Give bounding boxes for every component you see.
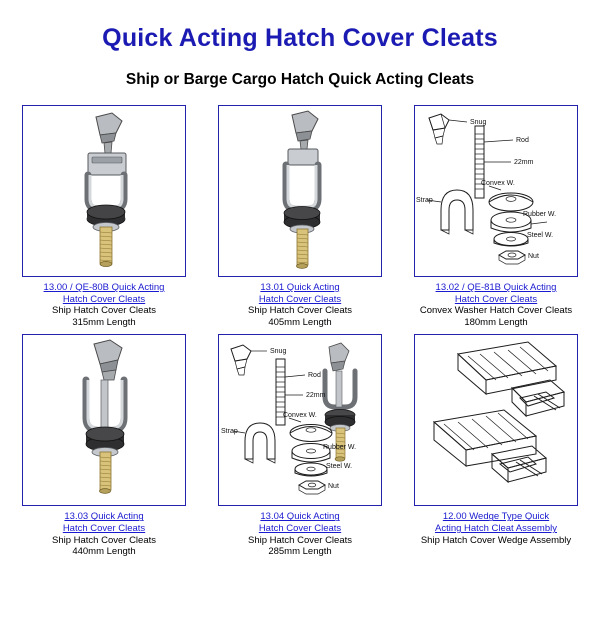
product-desc-2-line1: Ship Hatch Cover Cleats bbox=[247, 305, 353, 317]
product-card-3 bbox=[402, 105, 590, 328]
product-image-3[interactable] bbox=[414, 105, 578, 277]
product-desc-5-line2: 285mm Length bbox=[268, 546, 332, 558]
product-card-2 bbox=[206, 105, 394, 328]
svg-text:Rod: Rod bbox=[516, 137, 529, 144]
product-desc-5-line1: Ship Hatch Cover Cleats bbox=[247, 534, 353, 546]
product-image-5[interactable] bbox=[218, 334, 382, 506]
svg-text:Convex W.: Convex W. bbox=[481, 180, 515, 187]
svg-text:Steel W.: Steel W. bbox=[527, 232, 554, 239]
product-caption-6 bbox=[408, 511, 584, 546]
product-image-2[interactable] bbox=[218, 105, 382, 277]
product-card-4 bbox=[10, 334, 198, 557]
svg-text:Strap: Strap bbox=[221, 428, 238, 436]
svg-text:Rubber W.: Rubber W. bbox=[523, 211, 557, 218]
exploded-diagram-convex-washer-icon bbox=[415, 106, 577, 276]
cleat-vertical-bolt-icon bbox=[44, 107, 164, 275]
product-card-6 bbox=[402, 334, 590, 557]
product-image-1[interactable] bbox=[22, 105, 186, 277]
product-link-2-line2[interactable]: Hatch Cover Cleats bbox=[258, 293, 342, 305]
cleat-vertical-bolt-b-icon bbox=[44, 336, 164, 504]
product-caption-4 bbox=[16, 511, 192, 557]
product-link-5-line1[interactable]: 13.04 Quick Acting bbox=[260, 511, 340, 523]
product-desc-1-line1: Ship Hatch Cover Cleats bbox=[51, 305, 157, 317]
product-link-4-line2[interactable]: Hatch Cover Cleats bbox=[62, 522, 146, 534]
svg-text:22mm: 22mm bbox=[306, 392, 326, 400]
svg-text:Rubber W.: Rubber W. bbox=[323, 444, 357, 452]
product-desc-6-line1: Ship Hatch Cover Wedge Assembly bbox=[420, 534, 572, 546]
product-link-3-line1[interactable]: 13.02 / QE-81B Quick Acting bbox=[435, 282, 557, 293]
product-link-6-line1[interactable]: 12.00 Wedge Type Quick bbox=[442, 511, 550, 523]
wedge-assembly-drawing-icon bbox=[416, 336, 576, 504]
product-caption-5 bbox=[212, 511, 388, 557]
product-desc-3-line2: 180mm Length bbox=[464, 316, 528, 328]
product-desc-1-line2: 315mm Length bbox=[72, 316, 136, 328]
product-link-5-line2[interactable]: Hatch Cover Cleats bbox=[258, 522, 342, 534]
product-desc-4-line2: 440mm Length bbox=[72, 546, 136, 558]
svg-text:Steel W.: Steel W. bbox=[326, 463, 353, 471]
page-title: Quick Acting Hatch Cover Cleats bbox=[102, 24, 498, 52]
svg-text:Strap: Strap bbox=[416, 197, 433, 204]
svg-text:Nut: Nut bbox=[328, 483, 339, 491]
product-desc-2-line2: 405mm Length bbox=[268, 316, 332, 328]
svg-text:Rod: Rod bbox=[308, 372, 321, 380]
product-card-5 bbox=[206, 334, 394, 557]
product-desc-3-line1: Convex Washer Hatch Cover Cleats bbox=[419, 305, 573, 317]
product-link-1-line1[interactable]: 13.00 / QE-80B Quick Acting bbox=[43, 282, 165, 293]
product-image-6[interactable] bbox=[414, 334, 578, 506]
page-subtitle: Ship or Barge Cargo Hatch Quick Acting Cleats bbox=[125, 71, 475, 88]
product-link-4-line1[interactable]: 13.03 Quick Acting bbox=[64, 511, 144, 523]
product-link-3-line2[interactable]: Hatch Cover Cleats bbox=[454, 293, 538, 305]
product-link-1-line2[interactable]: Hatch Cover Cleats bbox=[62, 293, 146, 305]
product-link-6-line2[interactable]: Acting Hatch Cleat Assembly bbox=[435, 522, 557, 534]
cleat-vertical-long-bolt-icon bbox=[240, 107, 360, 275]
svg-text:Snug: Snug bbox=[470, 119, 487, 126]
exploded-diagram-with-cleat-icon bbox=[219, 335, 381, 505]
svg-text:Convex W.: Convex W. bbox=[283, 412, 317, 420]
product-caption-1 bbox=[16, 282, 192, 328]
product-image-4[interactable] bbox=[22, 334, 186, 506]
svg-text:Snug: Snug bbox=[270, 348, 287, 356]
svg-text:Nut: Nut bbox=[528, 253, 539, 260]
product-caption-3 bbox=[408, 282, 584, 328]
product-catalog-page bbox=[0, 24, 600, 624]
product-grid bbox=[10, 105, 590, 558]
product-card-1 bbox=[10, 105, 198, 328]
product-link-2-line1[interactable]: 13.01 Quick Acting bbox=[260, 282, 340, 293]
product-desc-4-line1: Ship Hatch Cover Cleats bbox=[51, 534, 157, 546]
svg-text:22mm: 22mm bbox=[514, 159, 534, 166]
product-caption-2 bbox=[212, 282, 388, 328]
